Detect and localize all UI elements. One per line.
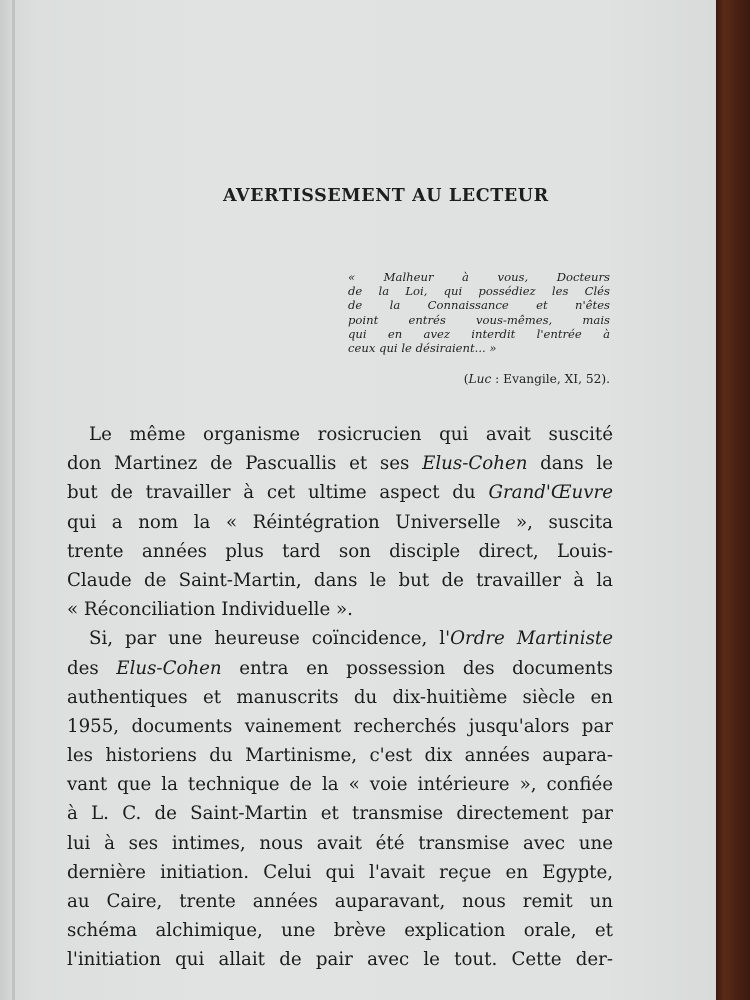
text-run: des [67, 657, 117, 679]
text-run: lui à ses intimes, nous avait été transmise avec une [67, 832, 613, 854]
text-run: l'initiation qui allait de pair avec le tout. Cette der- [67, 949, 613, 971]
page-fold-edge [12, 0, 15, 1000]
body-line [67, 945, 613, 974]
italic-text: Grand'Œuvre [488, 482, 613, 504]
text-run: trente années plus tard son disciple direct, Louis- [67, 540, 613, 562]
body-line [67, 829, 613, 858]
epigraph-line: qui en avez interdit l'entrée à [348, 326, 610, 341]
body-line [67, 449, 613, 478]
text-run: Si, par une heureuse coïncidence, l' [89, 628, 451, 650]
page-heading: AVERTISSEMENT AU LECTEUR [223, 186, 549, 206]
text-run: dans le [527, 453, 613, 475]
epigraph-line: « Malheur à vous, Docteurs [348, 270, 610, 284]
body-line [67, 537, 613, 566]
epigraph-line: de la Loi, qui possédiez les Clés [348, 284, 610, 299]
text-run: authentiques et manuscrits du dix-huitième siècle en [67, 686, 613, 708]
text-run: schéma alchimique, une brève explication orale, et [67, 920, 613, 942]
epigraph-citation [440, 372, 610, 386]
body-line [67, 770, 613, 799]
citation-open: ( [463, 372, 469, 386]
body-line [67, 916, 613, 945]
text-run: 1955, documents vainement recherchés jusqu'alors par [67, 715, 613, 737]
body-line [67, 654, 613, 683]
italic-text: Ordre Martiniste [450, 628, 613, 650]
text-run: Le même organisme rosicrucien qui avait suscité [89, 424, 613, 445]
text-run: qui a nom la « Réintégration Universelle », suscita [67, 511, 613, 533]
body-text [67, 420, 613, 975]
body-line [67, 712, 613, 741]
text-run: à L. C. de Saint-Martin et transmise directement par [67, 803, 613, 825]
italic-text: Elus-Cohen [422, 453, 528, 475]
epigraph-line: point entrés vous-mêmes, mais [348, 312, 610, 327]
wooden-table-surface [716, 0, 750, 1000]
text-run: but de travailler à cet ultime aspect du [67, 482, 489, 504]
epigraph-line: ceux qui le désiraient... » [348, 341, 497, 356]
body-line [67, 741, 613, 770]
body-line [67, 508, 613, 537]
text-run: Claude de Saint-Martin, dans le but de travailler à la [67, 569, 613, 591]
text-run: vant que la technique de la « voie intérieure », confiée [67, 774, 613, 796]
epigraph [348, 270, 610, 355]
body-line [67, 420, 613, 449]
body-line [67, 595, 613, 624]
epigraph-line: de la Connaissance et n'êtes [348, 298, 610, 313]
text-run: don Martinez de Pascuallis et ses [67, 453, 423, 475]
text-run: entra en possession des documents [221, 657, 613, 679]
body-line [67, 683, 613, 712]
body-line [67, 887, 613, 916]
body-line [67, 858, 613, 887]
body-line [67, 624, 613, 653]
body-line [67, 799, 613, 828]
text-run: les historiens du Martinisme, c'est dix années aupara- [67, 745, 613, 767]
text-run: « Réconciliation Individuelle ». [67, 599, 353, 621]
body-line [67, 566, 613, 595]
text-run: au Caire, trente années auparavant, nous remit un [67, 891, 613, 912]
italic-text: Elus-Cohen [116, 657, 222, 679]
body-line [67, 478, 613, 507]
citation-author: Luc [468, 372, 492, 386]
citation-reference: : Evangile, XI, 52). [491, 372, 610, 386]
text-run: dernière initiation. Celui qui l'avait reçue en Egypte, [67, 861, 613, 883]
